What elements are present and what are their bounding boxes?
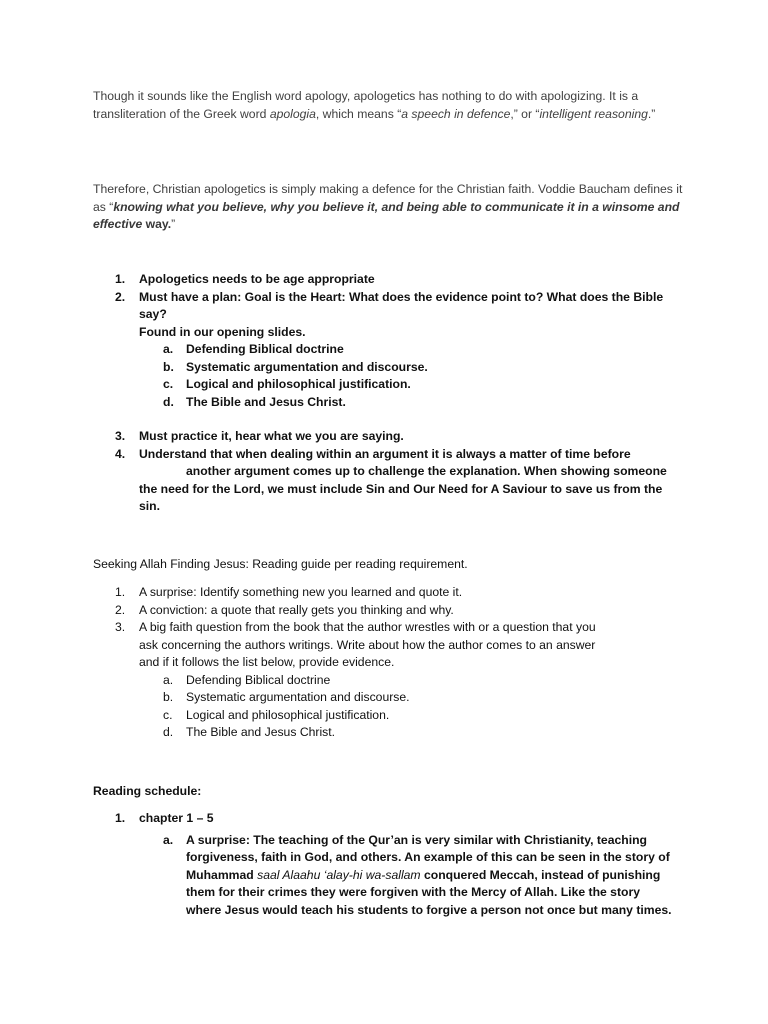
sub-list-item (93, 707, 683, 725)
list-item-text: chapter 1 – 5 (139, 811, 214, 825)
term-speech-in-defence: a speech in defence (401, 106, 511, 121)
reading-guide-heading: Seeking Allah Finding Jesus: Reading guide per reading requirement. (93, 557, 468, 571)
list-number: 3. (115, 429, 126, 443)
sub-list-text: Systematic argumentation and discourse. (186, 359, 428, 374)
sub-list-item (93, 376, 683, 394)
list-item-text: Must have a plan: Goal is the Heart: What does the evidence point to? What does the Bible (139, 289, 664, 304)
intro-text: , which means “ (315, 106, 402, 121)
list-item-text: A conviction: a quote that really gets you thinking and why. (139, 602, 454, 617)
sub-list-letter: d. (163, 725, 174, 739)
list-item (93, 619, 683, 637)
term-apologia: apologia (269, 106, 316, 121)
sub-list-letter: a. (163, 832, 174, 847)
list-number: 1. (115, 272, 126, 286)
sub-list-item (93, 359, 683, 377)
sub-list-text: Logical and philosophical justification. (186, 707, 390, 722)
list-item (93, 584, 683, 602)
reading-guide-list (93, 584, 683, 742)
sub-list-item (93, 341, 683, 359)
sub-list-continuation (93, 867, 683, 885)
intro-text: ” (171, 217, 176, 231)
list-item (93, 428, 683, 446)
reading-schedule-list (93, 810, 683, 919)
sub-list-continuation: forgiveness, faith in God, and others. An example of this can be seen in the story of (186, 850, 670, 864)
list-number: 2. (115, 289, 126, 304)
sub-list-letter: c. (163, 377, 174, 391)
sub-list-item (93, 724, 683, 742)
honorific-italic: saal Alaahu ‘alay-hi wa-sallam (257, 867, 421, 882)
list-item-text: A big faith question from the book that the author wrestles with or a question that you (139, 620, 596, 634)
list-item-continuation: Found in our opening slides. (139, 324, 306, 339)
spacer (93, 411, 683, 428)
sub-list-letter: b. (163, 690, 174, 704)
sub-list-text: A surprise: The teaching of the Qur’an is very similar with Christianity, teaching (186, 832, 647, 847)
sub-list-text: Systematic argumentation and discourse. (186, 690, 410, 704)
sub-list-item (93, 672, 683, 690)
intro-text: Though it sounds like the English word apology, apologetics has nothing to do with apologizing. It is a transliteration of the Greek word (93, 89, 639, 121)
list-item-continuation: sin. (139, 499, 160, 513)
list-item (93, 289, 683, 307)
sub-list-item (93, 832, 683, 850)
list-item-continuation: the need for the Lord, we must include Sin and Our Need for A Saviour to save us from the (139, 481, 663, 496)
intro-text: ,” or “ (510, 106, 540, 121)
sub-list-continuation: them for their crimes they were forgiven with the Mercy of Allah. Like the story (186, 885, 640, 899)
list-item-continuation: say? (139, 307, 167, 321)
list-item-text: Apologetics needs to be age appropriate (139, 272, 375, 286)
list-item (93, 446, 683, 464)
list-item-continuation: ask concerning the authors writings. Write about how the author comes to an answer (139, 637, 596, 652)
list-item-continuation: another argument comes up to challenge the explanation. When showing someone (186, 464, 667, 478)
list-item-text: A surprise: Identify something new you learned and quote it. (139, 585, 463, 599)
list-item (93, 810, 683, 828)
sub-list-text: conquered Meccah, instead of punishing (420, 867, 661, 882)
intro-text: Therefore, Christian apologetics is simply making a defence for the Christian faith. Voddie Baucham defines it as “ (93, 182, 683, 214)
sub-list-letter: d. (163, 394, 174, 409)
intro-text: .” (647, 106, 656, 121)
term-intelligent-reasoning: intelligent reasoning (539, 106, 648, 121)
sub-list-letter: a. (163, 672, 174, 687)
list-number: 1. (115, 811, 126, 825)
sub-list-item (93, 689, 683, 707)
reading-schedule-heading: Reading schedule: (93, 784, 202, 798)
sub-list-text: The Bible and Jesus Christ. (186, 725, 336, 739)
sub-list-letter: b. (163, 359, 174, 374)
baucham-quote: knowing what you believe, why you believe it, and being able to communicate it in a winsome and effective (93, 199, 680, 231)
sub-list-letter: a. (163, 342, 174, 356)
list-item-continuation: and if it follows the list below, provide evidence. (139, 655, 395, 669)
sub-list-text: Defending Biblical doctrine (186, 672, 331, 687)
list-number: 1. (115, 585, 126, 599)
list-number: 2. (115, 602, 126, 617)
sub-list-continuation: where Jesus would teach his students to forgive a person not once but many times. (186, 902, 672, 917)
apologetics-list (93, 271, 683, 516)
list-item-text: Understand that when dealing within an argument it is always a matter of time before (139, 446, 631, 461)
sub-list-text: The Bible and Jesus Christ. (186, 394, 346, 409)
sub-list-text: Logical and philosophical justification. (186, 377, 411, 391)
list-number: 3. (115, 620, 126, 634)
list-item-text: Must practice it, hear what we you are saying. (139, 429, 404, 443)
sub-list-text: Muhammad (186, 867, 258, 882)
list-item (93, 602, 683, 620)
sub-list-text: Defending Biblical doctrine (186, 342, 344, 356)
sub-list-item (93, 394, 683, 412)
intro-paragraph-1 (93, 88, 683, 123)
list-number: 4. (115, 446, 126, 461)
baucham-quote-way: way. (142, 217, 172, 231)
sub-list-letter: c. (163, 707, 173, 722)
intro-paragraph-2 (93, 181, 683, 234)
list-item (93, 271, 683, 289)
